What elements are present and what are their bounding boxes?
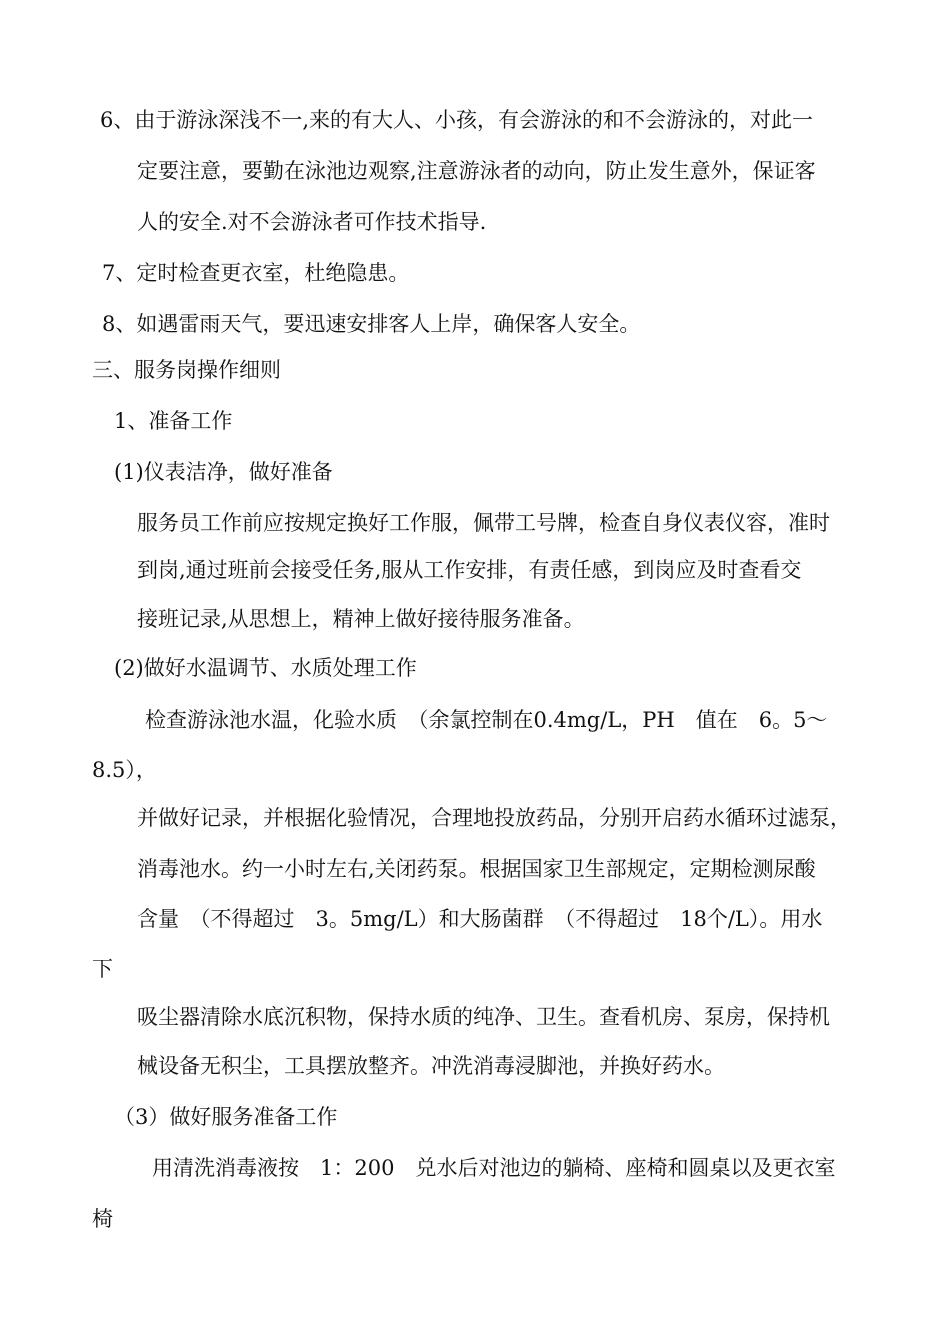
- text-line: 8、如遇雷雨天气，要迅速安排客人上岸，确保客人安全。: [102, 312, 641, 336]
- text-line: 吸尘器清除水底沉积物，保持水质的纯净、卫生。查看机房、泵房，保持机: [137, 1005, 830, 1029]
- text-line: 到岗,通过班前会接受任务,服从工作安排，有责任感，到岗应及时查看交: [137, 558, 802, 582]
- text-line: 人的安全.对不会游泳者可作技术指导.: [137, 210, 487, 234]
- text-line: 并做好记录，并根据化验情况，合理地投放药品，分别开启药水循环过滤泵，: [137, 806, 851, 830]
- text-line: 8.5），: [92, 758, 157, 782]
- subsection-heading: 1、准备工作: [114, 409, 233, 433]
- section-heading: 三、服务岗操作细则: [92, 358, 281, 382]
- text-line: 消毒池水。约一小时左右,关闭药泵。根据国家卫生部规定，定期检测尿酸: [137, 857, 816, 881]
- text-line: 检查游泳池水温，化验水质 （余氯控制在0.4mg/L，PH 值在 6。5～: [145, 708, 828, 732]
- item-heading: (2)做好水温调节、水质处理工作: [114, 656, 417, 680]
- item-heading: （3）做好服务准备工作: [114, 1105, 338, 1129]
- text-line: 6、由于游泳深浅不一,来的有大人、小孩，有会游泳的和不会游泳的，对此一: [100, 108, 814, 132]
- text-line: 7、定时检查更衣室，杜绝隐患。: [102, 261, 410, 285]
- text-line: 定要注意，要勤在泳池边观察,注意游泳者的动向，防止发生意外，保证客: [137, 159, 816, 183]
- text-line: 械设备无积尘，工具摆放整齐。冲洗消毒浸脚池，并换好药水。: [137, 1054, 725, 1078]
- text-line: 下: [92, 957, 113, 981]
- text-line: 含量 （不得超过 3。5mg/L）和大肠菌群 （不得超过 18个/L）。用水: [137, 907, 823, 931]
- text-line: 接班记录,从思想上，精神上做好接待服务准备。: [137, 607, 585, 631]
- text-line: 服务员工作前应按规定换好工作服，佩带工号牌，检查自身仪表仪容，准时: [137, 511, 830, 535]
- text-line: 用清洗消毒液按 1：200 兑水后对池边的躺椅、座椅和圆桌以及更衣室: [152, 1156, 836, 1180]
- item-heading: (1)仪表洁净，做好准备: [114, 460, 333, 484]
- text-line: 椅: [92, 1207, 113, 1231]
